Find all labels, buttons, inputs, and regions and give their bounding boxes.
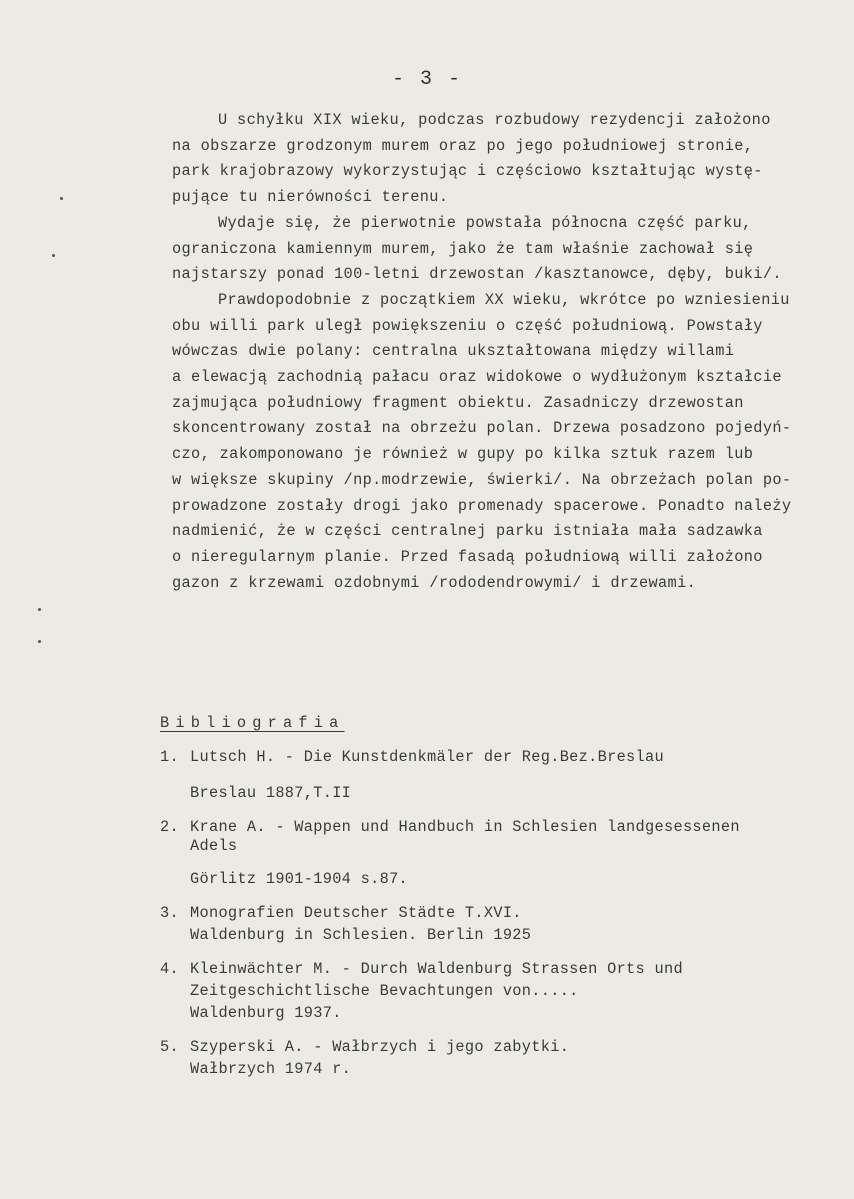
text-line: pujące tu nierówności terenu. — [172, 188, 449, 207]
text-line: czo, zakomponowano je również w gupy po kilka sztuk razem lub — [172, 445, 754, 464]
text-line: zajmująca południowy fragment obiektu. Zasadniczy drzewostan — [172, 393, 744, 412]
entry-line: Lutsch H. - Die Kunstdenkmäler der Reg.Bez.Breslau — [190, 748, 664, 766]
text-line: Prawdopodobnie z początkiem XX wieku, wkrótce po wzniesieniu — [218, 290, 790, 309]
text-line: nadmienić, że w części centralnej parku istniała mała sadzawka — [172, 522, 763, 541]
entry-number: 5. — [160, 1038, 179, 1056]
text-line: Wydaje się, że pierwotnie powstała północna część parku, — [218, 213, 752, 232]
entry-line: Monografien Deutscher Städte T.XVI. — [190, 904, 522, 922]
paragraph-2 — [172, 211, 836, 288]
body-text — [172, 108, 836, 596]
entry-line: Zeitgeschichtlische Bevachtungen von..... — [190, 982, 579, 1000]
text-line: w większe skupiny /np.modrzewie, świerki/. Na obrzeżach polan po- — [172, 470, 792, 489]
bibliography-title: Bibliografia — [160, 714, 345, 732]
text-line: wówczas dwie polany: centralna ukształtowana między willami — [172, 342, 735, 361]
text-line: ograniczona kamiennym murem, jako że tam właśnie zachował się — [172, 239, 754, 258]
entry-line: Adels — [190, 837, 238, 855]
text-line: a elewacją zachodnią pałacu oraz widokowe o wydłużonym kształcie — [172, 368, 782, 387]
entry-number: 4. — [160, 960, 179, 978]
entry-line: Görlitz 1901-1904 s.87. — [190, 870, 409, 888]
text-line: na obszarze grodzonym murem oraz po jego południowej stronie, — [172, 136, 754, 155]
bibliography-entry — [160, 902, 840, 946]
bibliography-entry — [160, 816, 840, 890]
entry-line: Kleinwächter M. - Durch Waldenburg Strassen Orts und — [190, 960, 683, 978]
text-line: najstarszy ponad 100-letni drzewostan /kasztanowce, dęby, buki/. — [172, 265, 782, 284]
entry-number: 3. — [160, 904, 179, 922]
punch-mark — [60, 197, 63, 200]
entry-number: 1. — [160, 748, 179, 766]
bibliography-entry — [160, 1036, 840, 1080]
entry-line: Wałbrzych 1974 r. — [190, 1060, 352, 1078]
entry-line: Szyperski A. - Wałbrzych i jego zabytki. — [190, 1038, 570, 1056]
text-line: skoncentrowany został na obrzeżu polan. Drzewa posadzono pojedyń- — [172, 419, 792, 438]
entry-line: Krane A. - Wappen und Handbuch in Schlesien landgesessenen — [190, 818, 740, 836]
punch-mark — [52, 254, 55, 257]
text-line: o nieregularnym planie. Przed fasadą południową willi założono — [172, 547, 763, 566]
text-line: U schyłku XIX wieku, podczas rozbudowy rezydencji założono — [218, 111, 771, 129]
bibliography-entry — [160, 958, 840, 1024]
text-line: park krajobrazowy wykorzystując i częściowo kształtując wystę- — [172, 162, 763, 181]
entry-number: 2. — [160, 818, 179, 836]
bibliography-entry — [160, 746, 840, 804]
paragraph-1 — [172, 108, 836, 211]
text-line: prowadzone zostały drogi jako promenady spacerowe. Ponadto należy — [172, 496, 792, 515]
entry-line: Breslau 1887,T.II — [190, 784, 352, 802]
bibliography-list — [160, 746, 840, 1092]
paragraph-3 — [172, 288, 836, 596]
text-line: gazon z krzewami ozdobnymi /rododendrowymi/ i drzewami. — [172, 573, 697, 592]
entry-line: Waldenburg 1937. — [190, 1004, 342, 1022]
page-number: - 3 - — [391, 68, 462, 91]
punch-mark — [38, 640, 41, 643]
punch-mark — [38, 608, 41, 611]
entry-line: Waldenburg in Schlesien. Berlin 1925 — [190, 926, 532, 944]
text-line: obu willi park uległ powiększeniu o część południową. Powstały — [172, 316, 763, 335]
